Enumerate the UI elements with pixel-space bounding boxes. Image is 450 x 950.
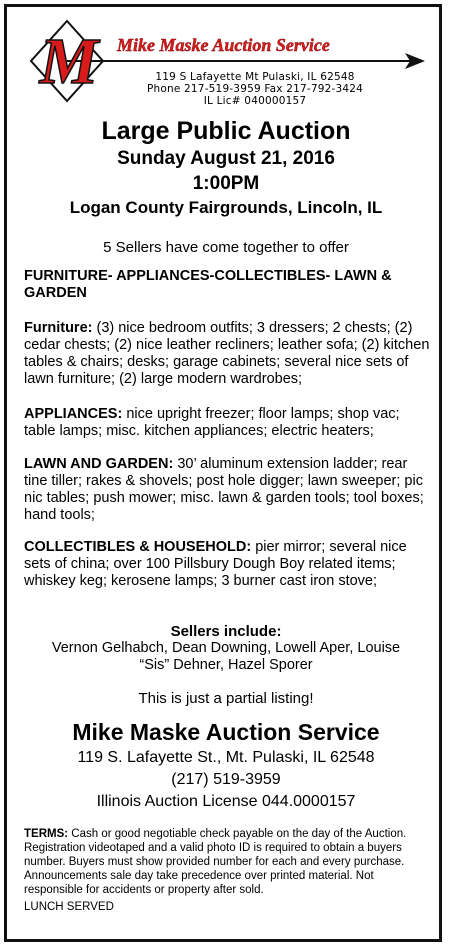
auction-time: 1:00PM	[192, 173, 260, 194]
section-appliances	[24, 406, 434, 440]
footer-company-name: Mike Maske Auction Service	[72, 719, 380, 745]
auction-location: Logan County Fairgrounds, Lincoln, IL	[69, 198, 383, 217]
terms-label: TERMS:	[24, 828, 69, 840]
section-furniture	[24, 320, 434, 388]
section-text: (3) nice bedroom outfits; 3 dressers; 2 chests; (2) cedar chests; (2) nice leather recliners; leather sofa; (2) kitchen tables & chairs; desks; garage cabinets; several nice sets of lawn furniture; (2) large modern wardrobes;	[24, 320, 430, 387]
categories-line: FURNITURE- APPLIANCES-COLLECTIBLES- LAWN & GARDEN	[24, 268, 392, 301]
partial-listing-note: This is just a partial listing!	[138, 690, 314, 707]
section-text: nice upright freezer; floor lamps; shop vac; table lamps; misc. kitchen appliances; electric heaters;	[24, 406, 400, 439]
section-heading: Furniture:	[24, 320, 93, 336]
logo-address: 119 S Lafayette Mt Pulaski, IL 62548	[155, 71, 355, 83]
sellers-heading: Sellers include:	[170, 623, 282, 640]
logo-letter: M	[39, 25, 99, 98]
section-heading: APPLIANCES:	[24, 406, 123, 422]
section-heading: COLLECTIBLES & HOUSEHOLD:	[24, 539, 252, 555]
footer-phone: (217) 519-3959	[171, 771, 281, 788]
sellers-names-line1: Vernon Gelhabch, Dean Downing, Lowell Aper, Louise	[51, 640, 401, 656]
section-text: 30’ aluminum extension ladder; rear tine tiller; rakes & shovels; post hole digger; lawn sweeper; pic nic tables; push mower; misc. lawn & garden tools; tool boxes; hand tools;	[24, 456, 424, 523]
section-heading: LAWN AND GARDEN:	[24, 456, 174, 472]
terms-text: Cash or good negotiable check payable on the day of the Auction. Registration videotaped and a valid photo ID is required to obtain a buyers number. Buyers must show provided number for each and every purchase. Announcements sale day take precedence over printed material. Not responsible for accidents or property after sold.	[24, 828, 407, 896]
section-lawn-garden	[24, 456, 434, 524]
section-text: pier mirror; several nice sets of china; over 100 Pillsbury Dough Boy related items; whiskey keg; kerosene lamps; 3 burner cast iron stove;	[24, 539, 407, 589]
logo-company-name: Mike Maske Auction Service	[117, 35, 330, 55]
section-collectibles	[24, 539, 434, 590]
auction-title: Large Public Auction	[101, 117, 351, 145]
lunch-served: LUNCH SERVED	[24, 901, 114, 913]
terms-block	[24, 827, 434, 897]
logo-license: IL Lic# 040000157	[203, 95, 307, 107]
footer-address: 119 S. Lafayette St., Mt. Pulaski, IL 62548	[77, 749, 375, 766]
sellers-intro: 5 Sellers have come together to offer	[103, 239, 349, 256]
auction-flyer	[4, 4, 442, 942]
footer-license: Illinois Auction License 044.0000157	[96, 793, 356, 810]
sellers-names-line2: “Sis” Dehner, Hazel Sporer	[139, 657, 313, 673]
auction-date: Sunday August 21, 2016	[117, 148, 335, 169]
logo-phone-fax: Phone 217-519-3959 Fax 217-792-3424	[146, 83, 364, 95]
